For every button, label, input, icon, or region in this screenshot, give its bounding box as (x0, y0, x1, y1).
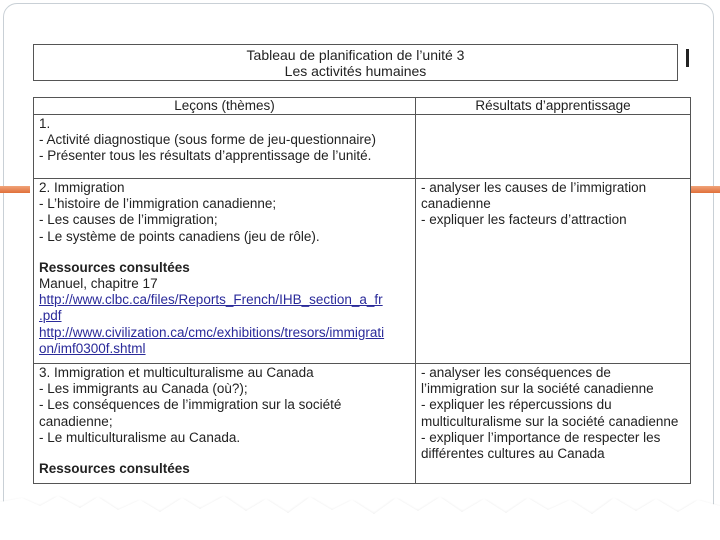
table-header-row (34, 98, 691, 115)
lesson-line: - Le système de points canadiens (jeu de rôle). (39, 228, 320, 244)
lesson-line: 2. Immigration (39, 180, 125, 195)
unit-title-box (33, 44, 678, 81)
document-page (23, 35, 695, 515)
resource-link[interactable]: http://www.civilization.ca/cmc/exhibitions/tresors/immigrati (39, 324, 385, 340)
column-header-outcomes: Résultats d’apprentissage (416, 98, 691, 115)
lesson-line: - Les conséquences de l’immigration sur la société canadienne; (39, 397, 342, 429)
outcome-item: - analyser les causes de l’immigration canadienne (421, 180, 647, 212)
lesson-line: 1. (39, 116, 51, 131)
planning-table (33, 97, 691, 484)
outcomes-cell (416, 115, 691, 179)
lesson-line: - Les causes de l’immigration; (39, 212, 218, 228)
table-row (34, 364, 691, 484)
outcome-item: - expliquer l’importance de respecter les différentes cultures au Canada (421, 429, 661, 462)
lesson-line: - L’histoire de l’immigration canadienne; (39, 196, 277, 212)
column-header-lessons: Leçons (thèmes) (34, 98, 416, 115)
outcome-item: - expliquer les répercussions du multiculturalisme sur la société canadienne (421, 397, 679, 429)
resources-heading: Ressources consultées (39, 259, 190, 275)
outcomes-cell (416, 364, 691, 484)
lesson-line: 3. Immigration et multiculturalisme au Canada (39, 365, 314, 381)
lesson-line: - Les immigrants au Canada (où?); (39, 381, 248, 397)
table-row (34, 115, 691, 179)
lesson-line: - Présenter tous les résultats d’apprentissage de l’unité. (39, 148, 372, 164)
outcome-item: - analyser les conséquences de l’immigration sur la société canadienne (421, 365, 654, 397)
lesson-cell (34, 115, 416, 179)
unit-subtitle: Les activités humaines (284, 63, 427, 79)
resource-link[interactable]: .pdf (39, 308, 62, 324)
unit-title: Tableau de planification de l’unité 3 (246, 47, 465, 63)
resource-link[interactable]: on/imf0300f.shtml (39, 340, 146, 356)
lesson-line: - Le multiculturalisme au Canada. (39, 429, 241, 445)
outcome-item: - expliquer les facteurs d’attraction (421, 212, 627, 228)
torn-paper-edge (0, 492, 720, 540)
resource-item: Manuel, chapitre 17 (39, 276, 158, 292)
title-box-edge-mark (686, 49, 689, 67)
resources-heading: Ressources consultées (39, 461, 190, 477)
lesson-cell (34, 179, 416, 364)
outcomes-cell (416, 179, 691, 364)
table-row (34, 179, 691, 364)
lesson-line: - Activité diagnostique (sous forme de jeu-questionnaire) (39, 132, 376, 148)
lesson-cell (34, 364, 416, 484)
resource-link[interactable]: http://www.clbc.ca/files/Reports_French/IHB_section_a_fr (39, 292, 383, 308)
